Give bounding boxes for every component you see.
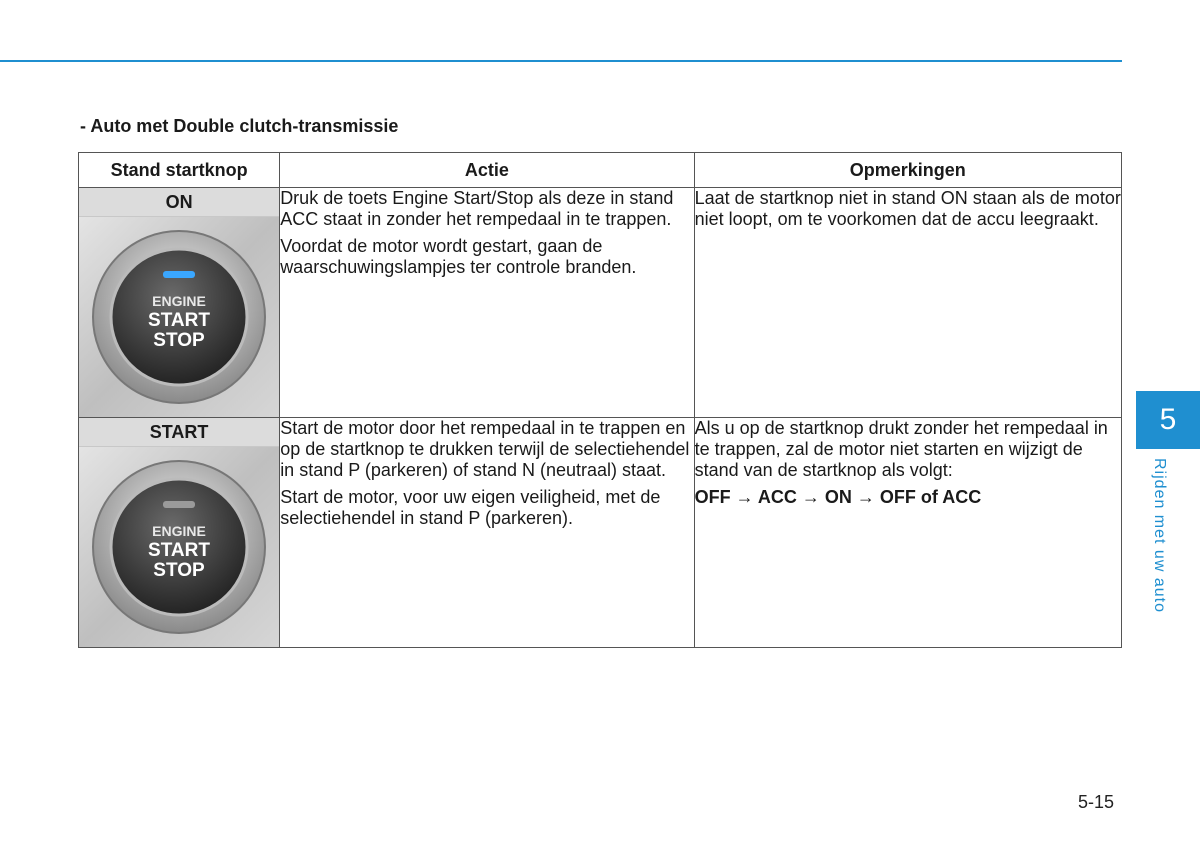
start-button-table (78, 152, 1122, 648)
header-rule (0, 60, 1122, 62)
button-label-engine: ENGINE (152, 523, 206, 539)
indicator-lamp (163, 501, 195, 508)
action-text: Start de motor, voor uw eigen veiligheid, met de selectiehendel in stand P (parkeren). (280, 487, 661, 528)
start-button-image-on (79, 217, 279, 417)
table-row (79, 418, 1122, 648)
position-label: START (79, 418, 279, 447)
button-label-stop: STOP (153, 330, 205, 351)
engine-start-button-icon (89, 227, 269, 407)
header-action: Actie (280, 153, 694, 188)
remarks-cell (694, 418, 1121, 648)
section-title: - Auto met Double clutch-transmissie (80, 116, 399, 136)
remarks-text: Als u op de startknop drukt zonder het rempedaal in te trappen, zal de motor niet starten en wijzigt de stand van de startknop als volgt: (694, 418, 1108, 480)
button-label-engine: ENGINE (152, 293, 206, 309)
indicator-lamp (163, 271, 195, 278)
page-number: 5-15 (1078, 792, 1115, 812)
action-cell (280, 418, 694, 648)
action-cell (280, 188, 694, 418)
action-text: Voordat de motor wordt gestart, gaan de waarschuwingslampjes ter controle branden. (280, 236, 637, 277)
table-header-row (79, 153, 1122, 188)
button-label-stop: STOP (153, 560, 205, 581)
position-cell (79, 418, 280, 648)
position-cell (79, 188, 280, 418)
header-remarks: Opmerkingen (694, 153, 1121, 188)
table-row (79, 188, 1122, 418)
button-label-start: START (148, 310, 211, 331)
action-text: Start de motor door het rempedaal in te trappen en op de startknop te drukken terwijl de selectiehendel in stand P (parkeren) of stand N (neutraal) staat. (280, 418, 690, 480)
chapter-number-tab: 5 (1136, 391, 1200, 449)
position-label: ON (79, 188, 279, 217)
header-position: Stand startknop (79, 153, 280, 188)
remarks-cell (694, 188, 1121, 418)
remarks-text: Laat de startknop niet in stand ON staan als de motor niet loopt, om te voorkomen dat de accu leegraakt. (694, 188, 1121, 229)
action-text: Druk de toets Engine Start/Stop als deze in stand ACC staat in zonder het rempedaal in te trappen. (280, 188, 674, 229)
start-button-image-start (79, 447, 279, 647)
chapter-title: Rijden met uw auto (1151, 458, 1168, 613)
button-label-start: START (148, 540, 211, 561)
mode-sequence: OFF → ACC → ON → OFF of ACC (694, 487, 982, 507)
engine-start-button-icon (89, 457, 269, 637)
